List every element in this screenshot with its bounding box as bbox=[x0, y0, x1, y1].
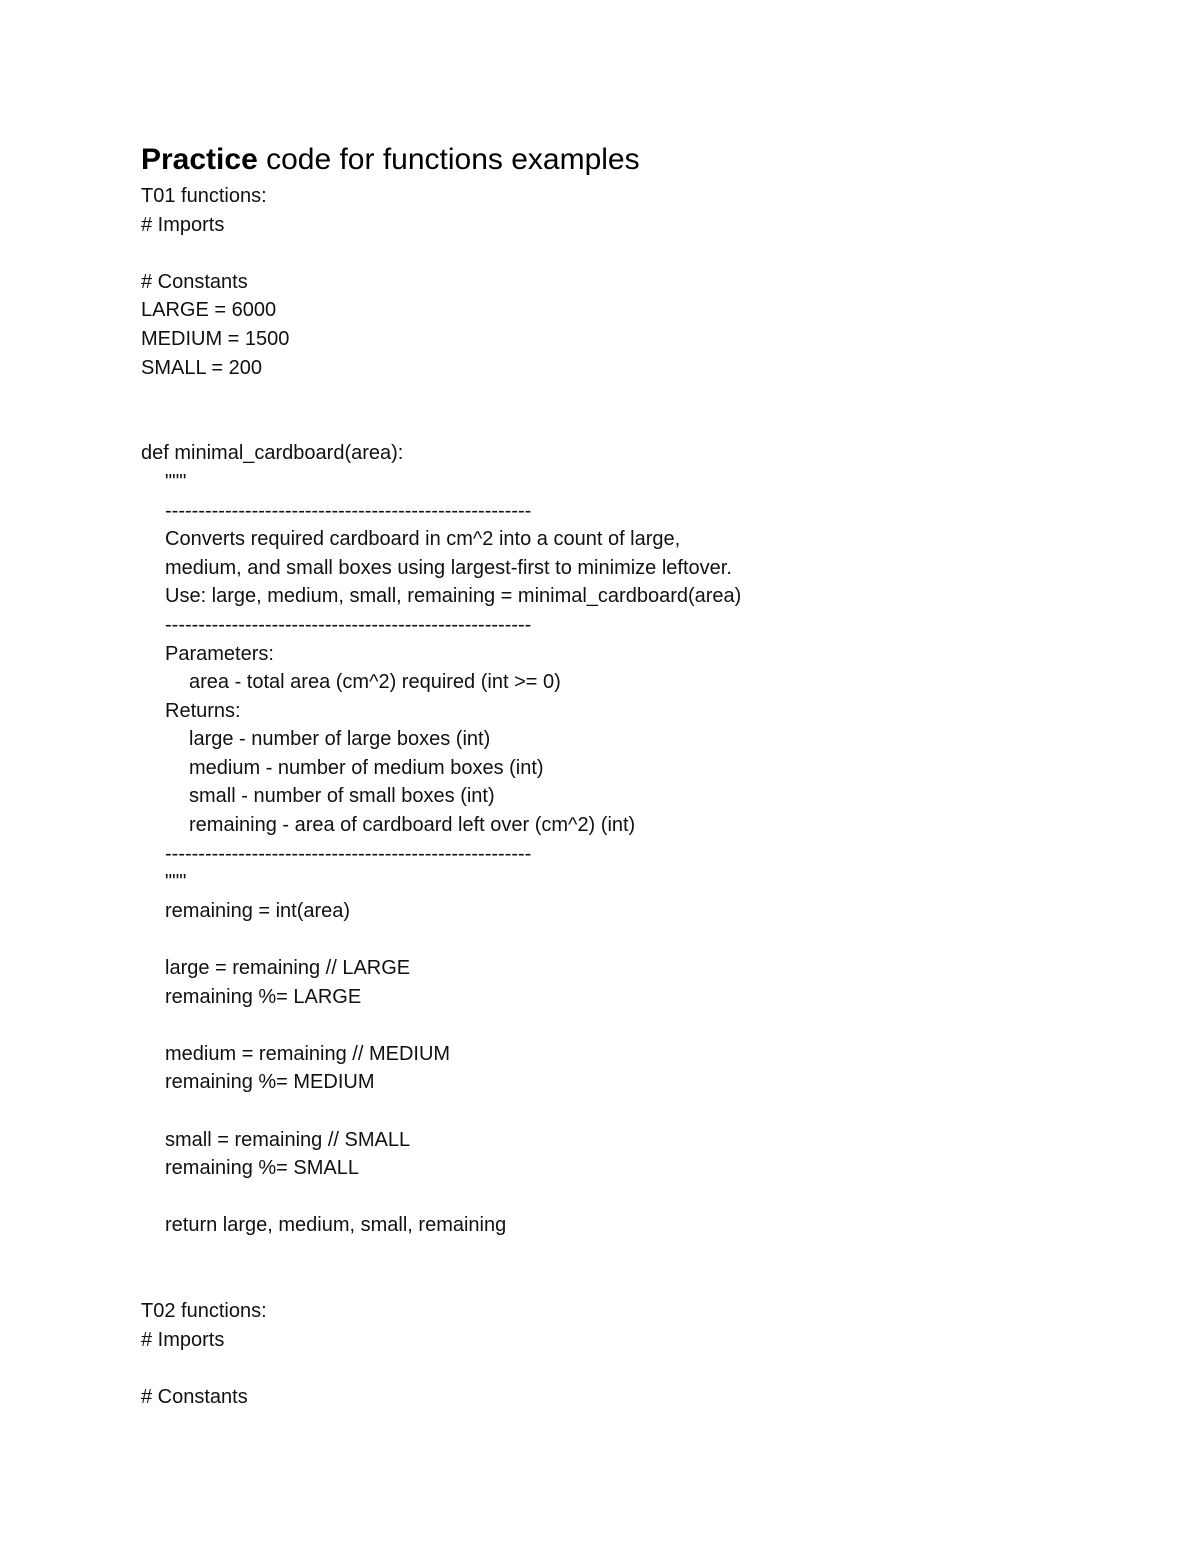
code-line bbox=[141, 1097, 1141, 1126]
code-line: """ bbox=[165, 871, 187, 894]
code-line: LARGE = 6000 bbox=[141, 299, 277, 322]
code-line: T01 functions: bbox=[141, 185, 267, 207]
title-rest: code for functions examples bbox=[257, 143, 640, 176]
code-line: large = remaining // LARGE bbox=[165, 957, 411, 980]
code-line bbox=[141, 1240, 1141, 1269]
code-line: ------------------------------------------------------- bbox=[165, 499, 532, 522]
code-line: # Imports bbox=[141, 213, 225, 236]
code-line: remaining = int(area) bbox=[165, 899, 351, 922]
code-line: Converts required cardboard in cm^2 into a count of large, bbox=[165, 528, 681, 551]
code-line: remaining %= LARGE bbox=[165, 985, 362, 1008]
code-listing bbox=[141, 182, 1141, 1412]
code-line bbox=[141, 382, 1141, 411]
code-line: medium, and small boxes using largest-first to minimize leftover. bbox=[165, 556, 732, 579]
code-line: # Imports bbox=[141, 1328, 225, 1351]
code-line: area - total area (cm^2) required (int >= 0) bbox=[189, 671, 561, 694]
code-line bbox=[141, 1183, 1141, 1212]
code-line: Parameters: bbox=[165, 642, 274, 665]
code-line: remaining %= SMALL bbox=[165, 1157, 359, 1180]
code-line: def minimal_cardboard(area): bbox=[141, 442, 404, 465]
code-line: T02 functions: bbox=[141, 1300, 267, 1323]
code-line: remaining %= MEDIUM bbox=[165, 1071, 375, 1094]
code-line bbox=[141, 1354, 1141, 1383]
code-line: remaining - area of cardboard left over (cm^2) (int) bbox=[189, 814, 636, 837]
title-bold-word: Practice bbox=[141, 143, 258, 176]
code-line: ------------------------------------------------------- bbox=[165, 613, 532, 636]
code-line: medium = remaining // MEDIUM bbox=[165, 1042, 451, 1065]
code-line: SMALL = 200 bbox=[141, 356, 263, 379]
code-line bbox=[141, 411, 1141, 440]
code-line bbox=[141, 1269, 1141, 1298]
code-line: # Constants bbox=[141, 270, 248, 293]
code-line: small - number of small boxes (int) bbox=[189, 785, 495, 808]
code-line bbox=[141, 925, 1141, 954]
page-title bbox=[141, 140, 640, 180]
code-line: Use: large, medium, small, remaining = minimal_cardboard(area) bbox=[165, 585, 742, 608]
code-line: Returns: bbox=[165, 699, 241, 722]
code-line: # Constants bbox=[141, 1385, 248, 1408]
code-line: return large, medium, small, remaining bbox=[165, 1214, 507, 1237]
code-line: ------------------------------------------------------- bbox=[165, 842, 532, 865]
code-line: """ bbox=[165, 470, 187, 493]
code-line: medium - number of medium boxes (int) bbox=[189, 756, 544, 779]
code-line: small = remaining // SMALL bbox=[165, 1128, 411, 1151]
code-line bbox=[141, 239, 1141, 268]
code-line: large - number of large boxes (int) bbox=[189, 728, 491, 751]
code-line: MEDIUM = 1500 bbox=[141, 327, 290, 350]
code-line bbox=[141, 1011, 1141, 1040]
